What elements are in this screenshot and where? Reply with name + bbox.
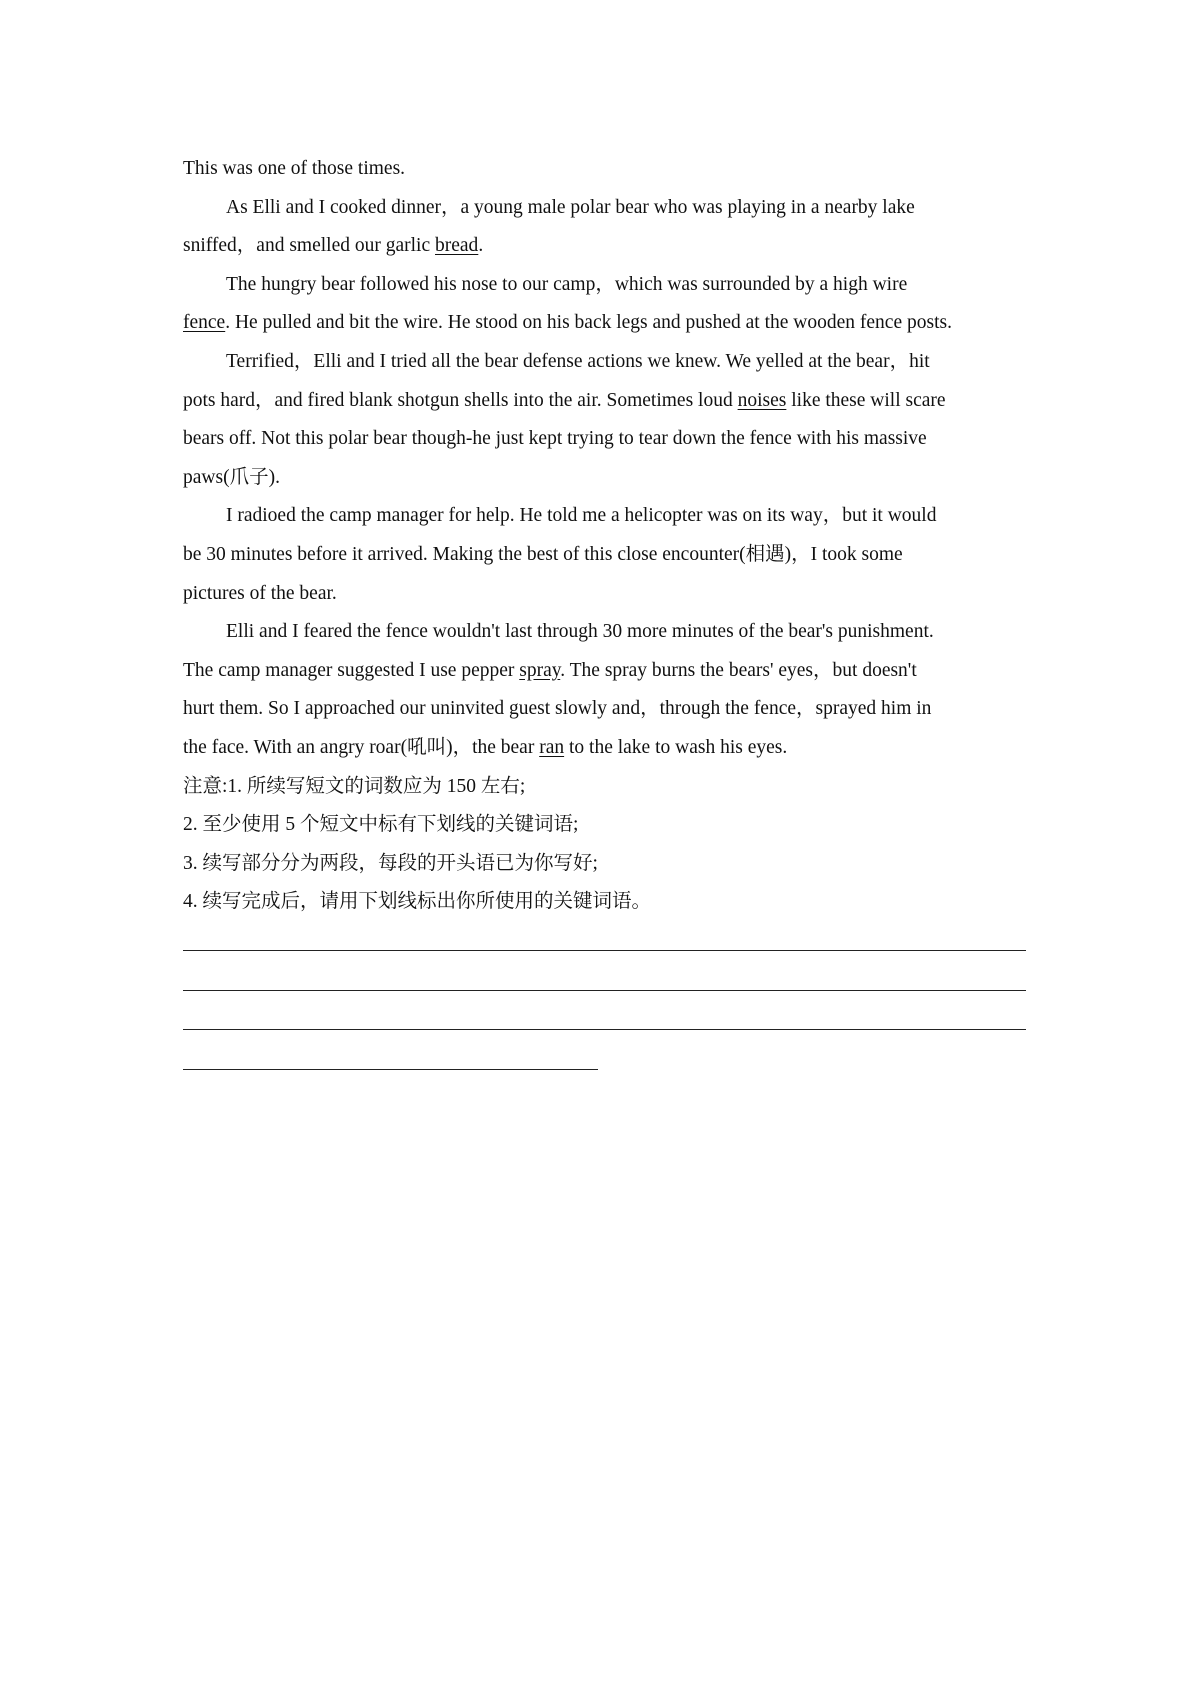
instruction-item: 4. 续写完成后，请用下划线标出你所使用的关键词语。 [183,891,652,913]
passage-text: bears off. Not this polar bear though-he just kept trying to tear down the fence with his massive [183,428,927,450]
passage-line [183,459,1026,498]
answer-area[interactable] [183,950,1026,1108]
key-word: noises [737,389,787,411]
passage-text: sniffed，and smelled our garlic [183,235,435,257]
instruction-item: 注意:1. 所续写短文的词数应为 150 左右; [183,775,526,797]
passage-line [183,227,1026,266]
passage-text: . He pulled and bit the wire. He stood on his back legs and pushed at the wooden fence posts. [225,312,952,334]
instruction-item: 2. 至少使用 5 个短文中标有下划线的关键词语; [183,814,579,836]
story-passage [183,150,1026,768]
passage-line [183,575,1026,614]
passage-text: be 30 minutes before it arrived. Making the best of this close encounter(相遇)，I took some [183,543,903,565]
passage-text: The hungry bear followed his nose to our camp，which was surrounded by a high wire [226,273,908,295]
passage-text: This was one of those times. [183,158,406,179]
passage-line [183,304,1026,343]
passage-text: to the lake to wash his eyes. [564,736,788,758]
passage-text: like these will scare [786,389,946,411]
passage-text: . The spray burns the bears' eyes，but doesn't [560,659,917,681]
writing-instructions [183,768,1026,922]
document-body [183,150,1026,922]
passage-text: paws(爪子). [183,466,280,488]
passage-text: The camp manager suggested I use pepper [183,659,520,681]
passage-text: pots hard，and fired blank shotgun shells into the air. Sometimes loud [183,389,738,411]
key-word: ran [539,736,565,758]
passage-line [183,189,1026,228]
passage-line [183,266,1026,305]
answer-line-short[interactable] [183,1069,598,1070]
passage-text: Elli and I feared the fence wouldn't last through 30 more minutes of the bear's punishment. [226,621,934,643]
answer-line[interactable] [183,990,1026,991]
passage-line [183,343,1026,382]
passage-line [183,497,1026,536]
passage-line [183,729,1026,768]
instruction-item: 3. 续写部分分为两段，每段的开头语已为你写好; [183,852,598,874]
passage-text: As Elli and I cooked dinner，a young male polar bear who was playing in a nearby lake [226,196,915,218]
passage-line [183,150,1026,189]
key-word: spray [519,659,561,681]
passage-line [183,690,1026,729]
passage-text: I radioed the camp manager for help. He told me a helicopter was on its way，but it would [226,505,937,527]
answer-line[interactable] [183,1029,1026,1030]
passage-text: pictures of the bear. [183,582,337,604]
passage-line [183,420,1026,459]
passage-text: the face. With an angry roar(吼叫)，the bear [183,736,540,758]
key-word: bread [435,235,479,257]
passage-text: hurt them. So I approached our uninvited guest slowly and，through the fence，sprayed him in [183,698,932,720]
passage-line [183,382,1026,421]
passage-text: Terrified，Elli and I tried all the bear defense actions we knew. We yelled at the bear，hit [226,350,930,372]
passage-line [183,652,1026,691]
passage-line [183,613,1026,652]
key-word: fence [183,312,226,334]
passage-line [183,536,1026,575]
passage-text: . [478,235,484,257]
answer-line[interactable] [183,950,1026,951]
